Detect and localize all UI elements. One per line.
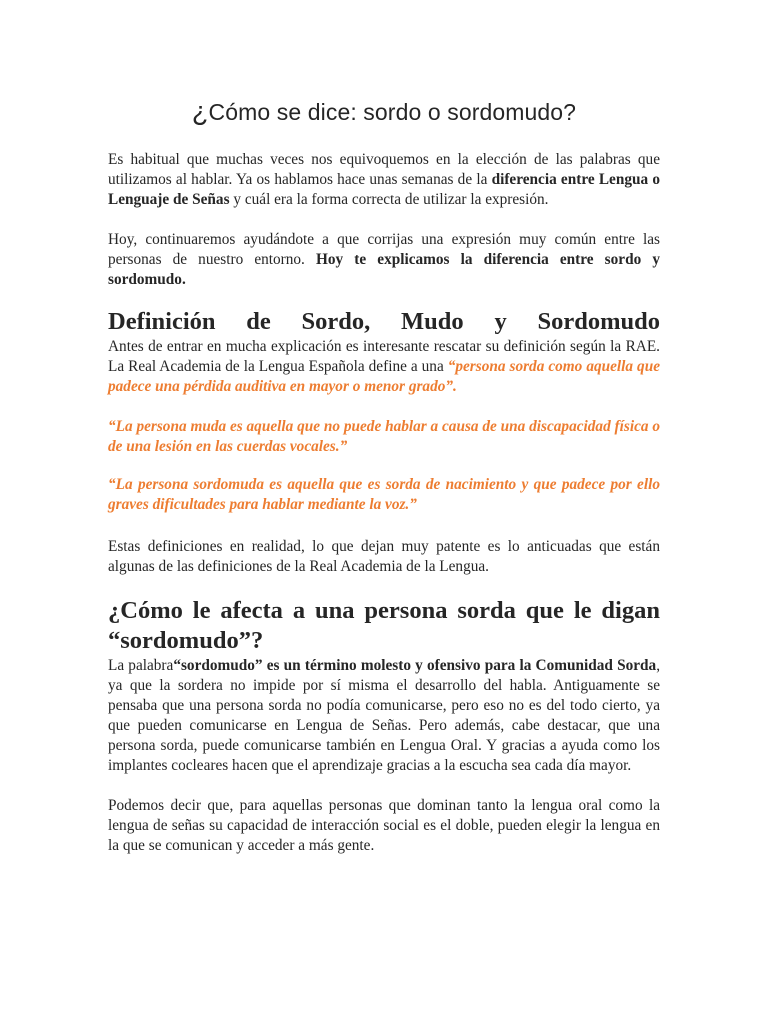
section-heading-afecta: ¿Cómo le afecta a una persona sorda que le digan “sordomudo”?	[108, 597, 660, 654]
afecta-p1-text: La palabra	[108, 657, 174, 674]
page-title	[108, 96, 660, 127]
title-text: Cómo se dice: sordo o sordomudo?	[208, 99, 577, 125]
intro-p1-text-end: y cuál era la forma correcta de utilizar la expresión.	[229, 191, 549, 208]
definition-paragraph	[108, 337, 660, 397]
intro-p1-bold-link: diferencia entre Lengua o Lenguaje de Señas	[108, 171, 660, 208]
quote-persona-muda: “La persona muda es aquella que no puede hablar a causa de una discapacidad física o de una lesión en las cuerdas vocales.”	[108, 418, 660, 455]
section-heading-definiciones: Definición de Sordo, Mudo y Sordomudo	[108, 308, 660, 335]
afecta-paragraph-1	[108, 656, 660, 776]
quote-persona-sordomuda: “La persona sordomuda es aquella que es sorda de nacimiento y que padece por ello graves dificultades para hablar mediante la voz.”	[108, 476, 660, 513]
intro-paragraph-2	[108, 230, 660, 290]
intro-p2-text: Hoy, continuaremos ayudándote a que corrijas una expresión muy común entre las personas de nuestro entorno.	[108, 231, 660, 268]
afecta-p1-bold: “sordomudo” es un término molesto y ofensivo para la Comunidad Sorda	[173, 657, 657, 674]
quote-persona-sorda: “persona sorda como aquella que padece una pérdida auditiva en mayor o menor grado”.	[108, 358, 660, 395]
afecta-p1-text-end: , ya que la sordera no impide por sí misma el desarrollo del habla. Antiguamente se pensaba que una persona sorda no podía comunicarse, pero eso no es del todo cierto, ya que pueden comunicarse en Lengua de Señas. Pero además, cabe destacar, que una persona sorda, puede comunicarse también en Lengua Oral. Y gracias a ayuda como los implantes cocleares hacen que el aprendizaje gracias a la escucha sea cada día mayor.	[108, 657, 661, 774]
document-page	[108, 96, 660, 876]
intro-paragraph-1	[108, 150, 660, 210]
title-question-mark: ¿	[191, 96, 209, 126]
intro-p1-text: Es habitual que muchas veces nos equivoquemos en la elección de las palabras que utilizamos al hablar. Ya os hablamos hace unas semanas de la	[108, 151, 660, 188]
definition-text: Antes de entrar en mucha explicación es interesante rescatar su definición según la RAE. La Real Academia de la Lengua Española define a una	[108, 338, 660, 375]
afecta-paragraph-2: Podemos decir que, para aquellas personas que dominan tanto la lengua oral como la lengua de señas su capacidad de interacción social es el doble, pueden elegir la lengua en la que se comunican y acceder a más gente.	[108, 797, 660, 854]
definitions-comment-paragraph: Estas definiciones en realidad, lo que dejan muy patente es lo anticuadas que están algunas de las definiciones de la Real Academia de la Lengua.	[108, 538, 660, 575]
intro-p2-bold: Hoy te explicamos la diferencia entre sordo y sordomudo.	[108, 251, 660, 288]
